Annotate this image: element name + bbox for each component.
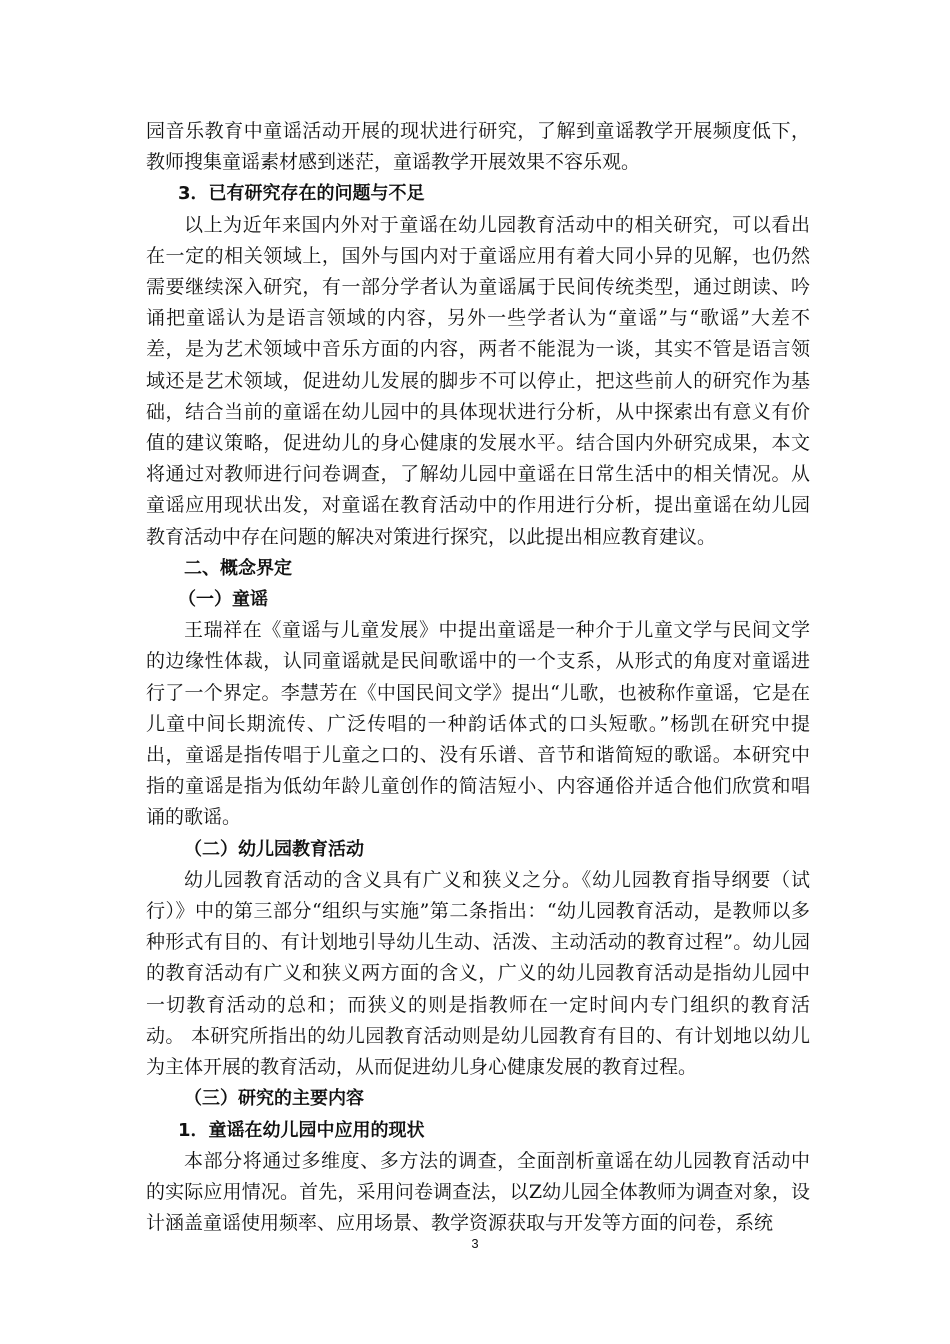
body-paragraph: 王瑞祥在《童谣与儿童发展》中提出童谣是一种介于儿童文学与民间文学的边缘性体裁，认同童谣就是民间歌谣中的一个支系，从形式的角度对童谣进行了一个界定。李慧芳在《中国民间文学》提出“儿歌，也被称作童谣，它是在儿童中间长期流传、广泛传唱的一种韵话体式的口头短歌。”杨凯在研究中提出，童谣是指传唱于儿童之口的、没有乐谱、音节和谐简短的歌谣。本研究中指的童谣是指为低幼年龄儿童创作的简洁短小、内容通俗并适合他们欣赏和唱诵的歌谣。: [146, 619, 810, 829]
section-heading: （三）研究的主要内容: [184, 1088, 364, 1110]
body-paragraph: 以上为近年来国内外对于童谣在幼儿园教育活动中的相关研究，可以看出在一定的相关领域上，国外与国内对于童谣应用有着大同小异的见解，也仍然需要继续深入研究，有一部分学者认为童谣属于民间传统类型，通过朗读、吟诵把童谣认为是语言领域的内容，另外一些学者认为“童谣”与“歌谣”大差不差，是为艺术领域中音乐方面的内容，两者不能混为一谈，其实不管是语言领域还是艺术领域，促进幼儿发展的脚步不可以停止，把这些前人的研究作为基础，结合当前的童谣在幼儿园中的具体现状进行分析，从中探索出有意义有价值的建议策略，促进幼儿的身心健康的发展水平。结合国内外研究成果，本文将通过对教师进行问卷调查，了解幼儿园中童谣在日常生活中的相关情况。从童谣应用现状出发，对童谣在教育活动中的作用进行分析，提出童谣在幼儿园教育活动中存在问题的解决对策进行探究，以此提出相应教育建议。: [146, 213, 810, 548]
body-paragraph: 幼儿园教育活动的含义具有广义和狭义之分。《幼儿园教育指导纲要（试行）》中的第三部分“组织与实施”第二条指出：“幼儿园教育活动，是教师以多种形式有目的、有计划地引导幼儿生动、活泼、主动活动的教育过程”。幼儿园的教育活动有广义和狭义两方面的含义，广义的幼儿园教育活动是指幼儿园中一切教育活动的总和；而狭义的则是指教师在一定时间内专门组织的教育活动。 本研究所指出的幼儿园教育活动则是幼儿园教育有目的、有计划地以幼儿为主体开展的教育活动，从而促进幼儿身心健康发展的教育过程。: [146, 868, 810, 1079]
section-heading: 3．已有研究存在的问题与不足: [178, 183, 425, 205]
body-paragraph: 本部分将通过多维度、多方法的调查，全面剖析童谣在幼儿园教育活动中的实际应用情况。首先，采用问卷调查法，以Z幼儿园全体教师为调查对象，设计涵盖童谣使用频率、应用场景、教学资源获取与开发等方面的问卷，系统: [146, 1149, 810, 1235]
page-number: 3: [471, 1236, 479, 1251]
body-paragraph: 园音乐教育中童谣活动开展的现状进行研究，了解到童谣教学开展频度低下，教师搜集童谣素材感到迷茫，童谣教学开展效果不容乐观。: [146, 120, 810, 174]
page-body: [146, 116, 810, 1239]
subsection-heading: 1．童谣在幼儿园中应用的现状: [178, 1119, 425, 1141]
section-heading: （一）童谣: [178, 589, 268, 611]
section-heading: （二）幼儿园教育活动: [184, 838, 364, 860]
chapter-heading: 二、概念界定: [184, 557, 292, 579]
